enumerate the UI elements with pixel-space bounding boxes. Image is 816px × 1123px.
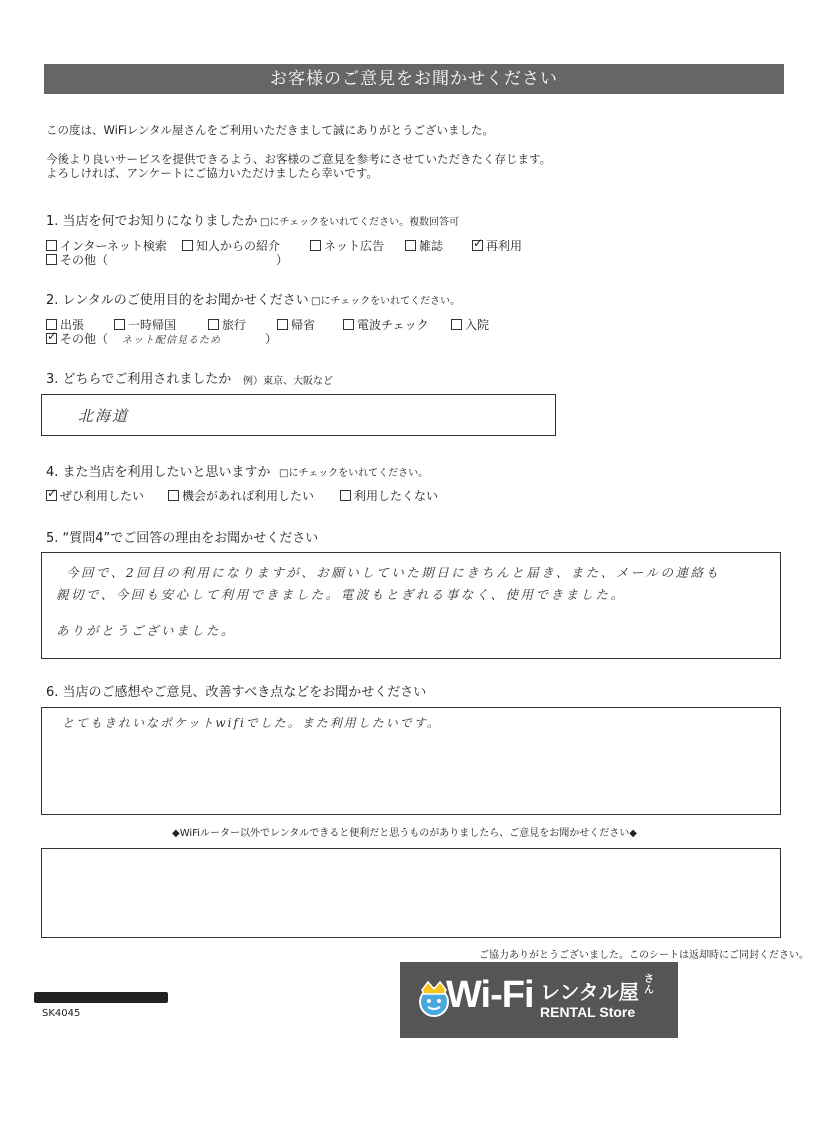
checked-checkbox-icon xyxy=(46,333,57,344)
q1-option-net-ad[interactable] xyxy=(310,237,384,254)
option-label: 雑誌 xyxy=(419,239,444,253)
q2-option-signal-check[interactable] xyxy=(343,316,429,333)
option-label: ネット広告 xyxy=(324,239,385,253)
logo-store-text: RENTAL Store xyxy=(540,1004,636,1020)
q1-other-close: ） xyxy=(276,253,289,267)
q3-answer-box[interactable] xyxy=(41,394,556,436)
checkbox-icon xyxy=(277,319,288,330)
question-3-title: 3. どちらでご利用されましたか xyxy=(46,372,232,387)
q2-option-other[interactable] xyxy=(46,330,108,347)
logo-wifi-text: Wi-Fi xyxy=(446,974,534,1016)
checkbox-icon xyxy=(46,240,57,251)
checkbox-icon xyxy=(340,490,351,501)
question-6-title: 6. 当店のご感想やご意見、改善すべき点などをお聞かせください xyxy=(46,685,427,700)
footer-thanks: ご協力ありがとうございました。このシートは返却時にご同封ください。 xyxy=(479,950,809,961)
checkbox-icon xyxy=(168,490,179,501)
option-label: 旅行 xyxy=(222,318,247,332)
page-title: お客様のご意見をお聞かせください xyxy=(44,64,784,94)
q4-option-definitely[interactable] xyxy=(46,487,144,504)
q5-handwritten-line-2: 親切で、今回も安心して利用できました。電波もとぎれる事なく、使用できました。 xyxy=(56,587,626,602)
q6-handwritten-answer: とてもきれいなポケットwifiでした。また利用したいです。 xyxy=(62,716,441,730)
question-4-note: □にチェックをいれてください。 xyxy=(279,468,429,479)
question-3-example: 例）東京、大阪など xyxy=(243,376,333,387)
checkbox-icon xyxy=(310,240,321,251)
question-1-title: 1. 当店を何でお知りになりましたか xyxy=(46,214,258,229)
q5-answer-box[interactable] xyxy=(41,552,781,659)
q2-option-homecoming[interactable] xyxy=(277,316,315,333)
option-label: 出張 xyxy=(60,318,85,332)
checkbox-icon xyxy=(46,254,57,265)
checkbox-icon xyxy=(208,319,219,330)
checkbox-icon xyxy=(182,240,193,251)
option-label: 入院 xyxy=(465,318,490,332)
q1-option-referral[interactable] xyxy=(182,237,280,254)
redacted-serial-bar xyxy=(34,992,168,1003)
q3-handwritten-answer: 北海道 xyxy=(78,407,130,425)
question-2-note: □にチェックをいれてください。 xyxy=(311,296,461,307)
question-4-title: 4. また当店を利用したいと思いますか xyxy=(46,465,271,480)
checkbox-icon xyxy=(343,319,354,330)
q5-handwritten-line-1: 今回で、2回目の利用になりますが、お願いしていた期日にきちんと届き、また、メールの連絡も xyxy=(66,565,721,580)
q1-option-other[interactable] xyxy=(46,251,108,268)
option-label: 機会があれば利用したい xyxy=(182,489,315,503)
intro-line-1: この度は、WiFiレンタル屋さんをご利用いただきまして誠にありがとうございました。 xyxy=(46,123,495,137)
option-label: その他（ xyxy=(60,253,109,267)
q4-option-no[interactable] xyxy=(340,487,438,504)
wifi-rental-logo xyxy=(400,962,678,1038)
q1-option-reuse[interactable] xyxy=(472,237,522,254)
intro-line-3: よろしければ、アンケートにご協力いただけましたら幸いです。 xyxy=(46,166,378,180)
q7-answer-box[interactable] xyxy=(41,848,781,938)
logo-rental-text: レンタル屋 xyxy=(540,980,639,1004)
option-label: その他（ xyxy=(60,332,109,346)
q2-other-close: ） xyxy=(265,332,278,346)
question-1-note: □にチェックをいれてください。複数回答可 xyxy=(260,217,460,228)
question-5-title: 5. “質問4”でご回答の理由をお聞かせください xyxy=(46,531,319,546)
intro-line-2: 今後より良いサービスを提供できるよう、お客様のご意見を参考にさせていただきたく存じます。 xyxy=(46,152,552,166)
question-2-title: 2. レンタルのご使用目的をお聞かせください xyxy=(46,293,309,308)
option-label: 知人からの紹介 xyxy=(196,239,281,253)
option-label: 電波チェック xyxy=(357,318,429,332)
option-label: ぜひ利用したい xyxy=(60,489,145,503)
option-label: 帰省 xyxy=(291,318,316,332)
checkbox-icon xyxy=(405,240,416,251)
option-label: インターネット検索 xyxy=(60,239,167,253)
sheet-code: SK4045 xyxy=(42,1008,81,1019)
option-label: 利用したくない xyxy=(354,489,439,503)
q2-option-hospital[interactable] xyxy=(451,316,489,333)
option-label: 一時帰国 xyxy=(128,318,177,332)
q2-other-handwritten: ネット配信見るため xyxy=(122,335,221,346)
q5-handwritten-line-3: ありがとうございました。 xyxy=(56,623,237,638)
question-7-title: ◆WiFiルーター以外でレンタルできると便利だと思うものがありましたら、ご意見をお聞かせください◆ xyxy=(172,828,637,839)
option-label: 再利用 xyxy=(486,239,523,253)
checked-checkbox-icon xyxy=(472,240,483,251)
q4-option-if-chance[interactable] xyxy=(168,487,314,504)
checkbox-icon xyxy=(114,319,125,330)
logo-san-text: さん xyxy=(644,974,654,996)
checkbox-icon xyxy=(451,319,462,330)
q6-answer-box[interactable] xyxy=(41,707,781,815)
checked-checkbox-icon xyxy=(46,490,57,501)
q1-option-magazine[interactable] xyxy=(405,237,443,254)
